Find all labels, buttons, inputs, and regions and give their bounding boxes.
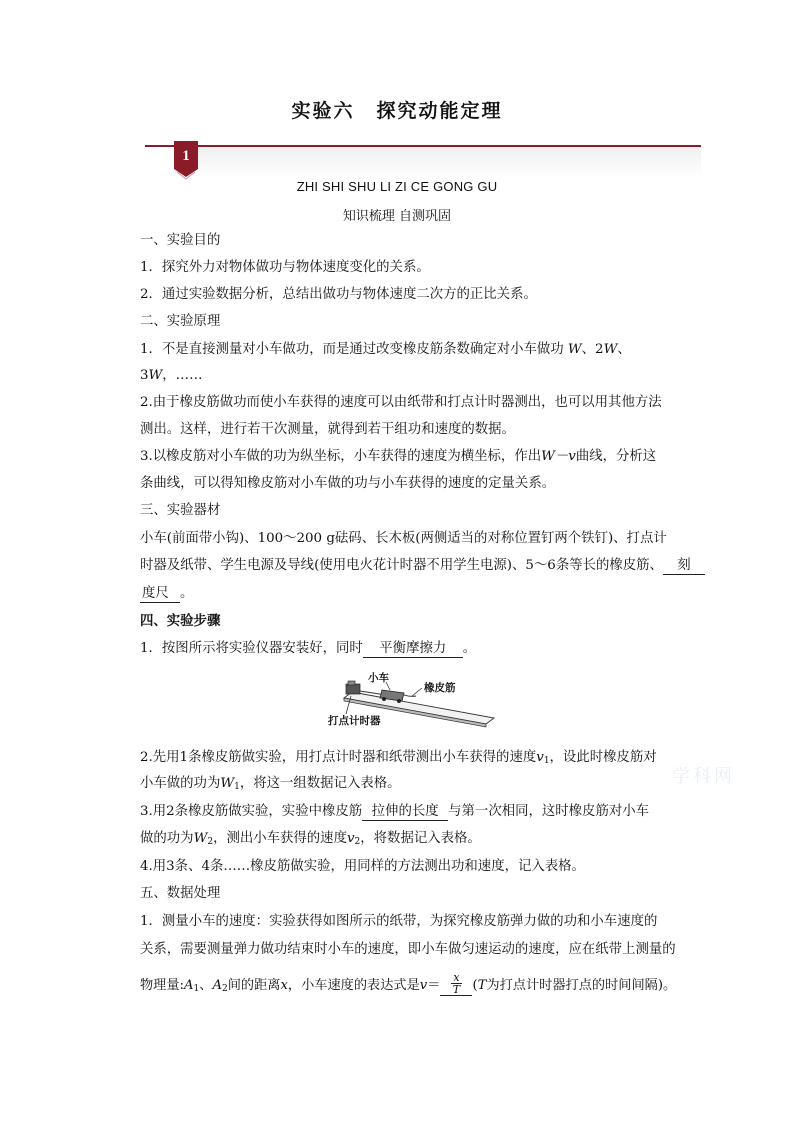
principle-p3-line1: 3.以橡皮筋对小车做的功为纵坐标，小车获得的速度为横坐标，作出W－v曲线，分析这 [140,449,657,464]
section-pinyin: ZHI SHI SHU LI ZI CE GONG GU [296,179,498,194]
principle-p3-line2: 条曲线，可以得知橡皮筋对小车做的功与小车获得的速度的定量关系。 [140,476,556,491]
section-header-shade [198,147,701,177]
watermark: 学科网 [672,766,735,786]
heading-equipment: 三、实验器材 [140,503,221,518]
heading-purpose: 一、实验目的 [140,233,221,248]
section-header-bar [145,145,701,147]
page-title [0,96,794,123]
step-3-line2: 做的功为$W_2$，测出小车获得的速度$v_2$，将数据记入表格。 [140,831,481,847]
section-number: 1 [182,148,190,164]
principle-p1-line1: 1．不是直接测量对小车做功，而是通过改变橡皮筋条数确定对小车做功 W、2W、 [140,342,631,357]
data-p1-line1: 1．测量小车的速度：实验获得如图所示的纸带，为探究橡皮筋弹力做的功和小车速度的 [140,914,658,929]
figure-label-band: 橡皮筋 [424,682,456,694]
heading-steps: 四、实验步骤 [140,613,221,629]
blank-ruler-2: 度尺 [140,586,180,603]
heading-data: 五、数据处理 [140,886,221,901]
fraction-x-over-T: $\frac{x}{T}$ [452,971,461,996]
equipment-line1: 小车(前面带小钩)、100～200 g砝码、长木板(两侧适当的对称位置钉两个铁钉)、打点计 [140,531,667,546]
principle-p2-line1: 2.由于橡皮筋做功而使小车获得的速度可以由纸带和打点计时器测出，也可以用其他方法 [140,395,662,410]
data-p1-line3: 物理量$:A_1$、$A_2$间的距离x，小车速度的表达式是v＝ $\frac{x}{T}$ (T为打点计时器打点的时间间隔)。 [140,971,677,996]
blank-stretch-length: 拉伸的长度 [362,804,448,821]
purpose-item-2: 2．通过实验数据分析，总结出做功与物体速度二次方的正比关系。 [140,287,537,302]
apparatus-figure [324,670,496,728]
step-4: 4.用3条、4条……橡皮筋做实验，用同样的方法测出功和速度，记入表格。 [140,859,585,874]
title-part1: 实验六 [291,100,355,122]
section-subtitle: 知识梳理 自测巩固 [342,209,452,224]
blank-balance-friction: 平衡摩擦力 [363,641,463,658]
equipment-line3: 度尺 。 [142,586,194,601]
title-part2: 探究动能定理 [376,100,503,122]
principle-p1-line2: 3W，…… [140,368,203,383]
step-2-line2: 小车做的功为$W_1$，将这一组数据记入表格。 [140,776,401,792]
heading-principle: 二、实验原理 [140,314,221,329]
blank-ruler-1: 刻 [663,558,705,575]
blank-velocity-expression [440,971,472,996]
data-p1-line2: 关系，需要测量弹力做功结束时小车的速度，即小车做匀速运动的速度，应在纸带上测量的 [140,942,676,957]
figure-label-car: 小车 [368,672,389,684]
figure-label-timer: 打点计时器 [328,715,381,727]
step-1: 1．按图所示将实验仪器安装好，同时 平衡摩擦力 。 [140,641,477,656]
step-3-line1: 3.用2条橡皮筋做实验，实验中橡皮筋 拉伸的长度 与第一次相同，这时橡皮筋对小车 [140,804,650,819]
equipment-line2: 时器及纸带、学生电源及导线(使用电火花计时器不用学生电源)、5～6条等长的橡皮筋、 刻 [140,557,700,575]
step-2-line1: 2.先用1条橡皮筋做实验，用打点计时器和纸带测出小车获得的速度$v_1$，设此时橡皮筋对 [140,750,657,766]
principle-p2-line2: 测出。这样，进行若干次测量，就得到若干组功和速度的数据。 [140,422,515,437]
purpose-item-1: 1．探究外力对物体做功与物体速度变化的关系。 [140,260,430,275]
